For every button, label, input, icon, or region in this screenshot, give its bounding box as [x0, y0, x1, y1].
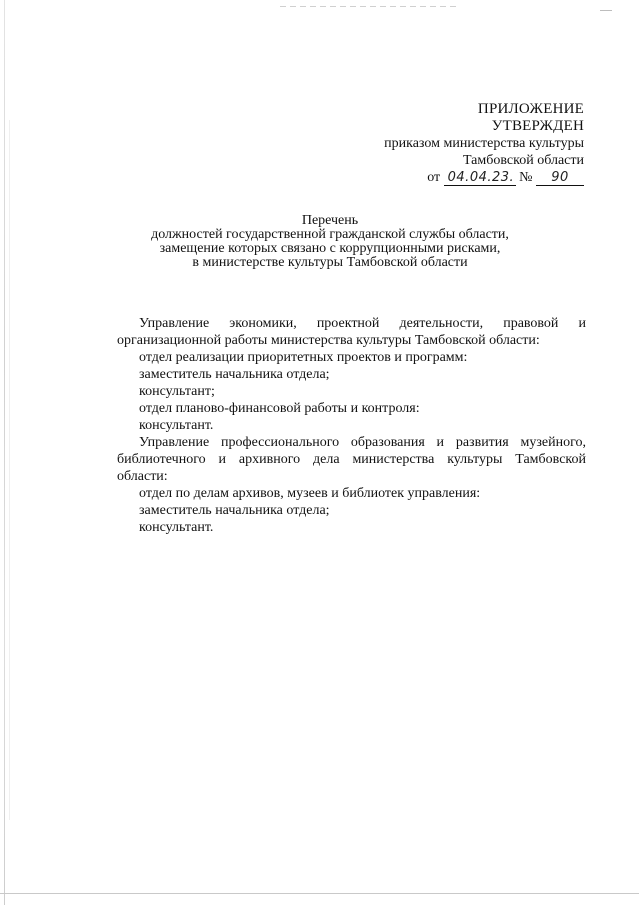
list-item: консультант; [139, 384, 215, 399]
document-title [140, 214, 520, 270]
handwritten-date: 04.04.23. [444, 170, 516, 186]
list-item: консультант. [139, 520, 214, 535]
dept2-heading-line-2: библиотечного и архивного дела министерства культуры Тамбовской [117, 452, 586, 467]
title-line-3: замещение которых связано с коррупционными рисками, [159, 241, 501, 256]
number-prefix: № [519, 170, 533, 185]
scan-edge-bottom [0, 893, 639, 894]
scan-edge-top [280, 6, 460, 7]
handwritten-number: 90 [536, 170, 584, 186]
list-item: отдел реализации приоритетных проектов и программ: [139, 350, 468, 365]
list-item: отдел планово-финансовой работы и контроля: [139, 401, 420, 416]
list-item: заместитель начальника отдела; [139, 367, 330, 382]
dept1-heading-line-2: организационной работы министерства культуры Тамбовской области: [117, 333, 540, 348]
approval-header [284, 101, 584, 186]
date-prefix: от [427, 170, 441, 185]
appendix-label: ПРИЛОЖЕНИЕ [477, 101, 584, 117]
title-line-4: в министерстве культуры Тамбовской области [192, 255, 468, 270]
approved-label: УТВЕРЖДЕН [491, 118, 584, 134]
document-body [117, 315, 586, 536]
list-item: отдел по делам архивов, музеев и библиотек управления: [139, 486, 481, 501]
list-item: заместитель начальника отдела; [139, 503, 330, 518]
dept2-heading-line-1: Управление профессионального образования и развития музейного, [139, 435, 586, 450]
date-number-line [427, 169, 584, 186]
dept1-heading-line-1: Управление экономики, проектной деятельности, правовой и [139, 316, 586, 331]
title-line-1: Перечень [301, 213, 359, 228]
scan-edge-left-inner [9, 120, 10, 820]
scan-corner-mark [600, 10, 612, 11]
dept2-heading-line-3: области: [117, 469, 168, 484]
title-line-2: должностей государственной гражданской службы области, [151, 227, 509, 242]
order-line-2: Тамбовской области [462, 153, 584, 168]
list-item: консультант. [139, 418, 214, 433]
order-line-1: приказом министерства культуры [384, 136, 584, 151]
scan-edge-left [4, 0, 5, 905]
